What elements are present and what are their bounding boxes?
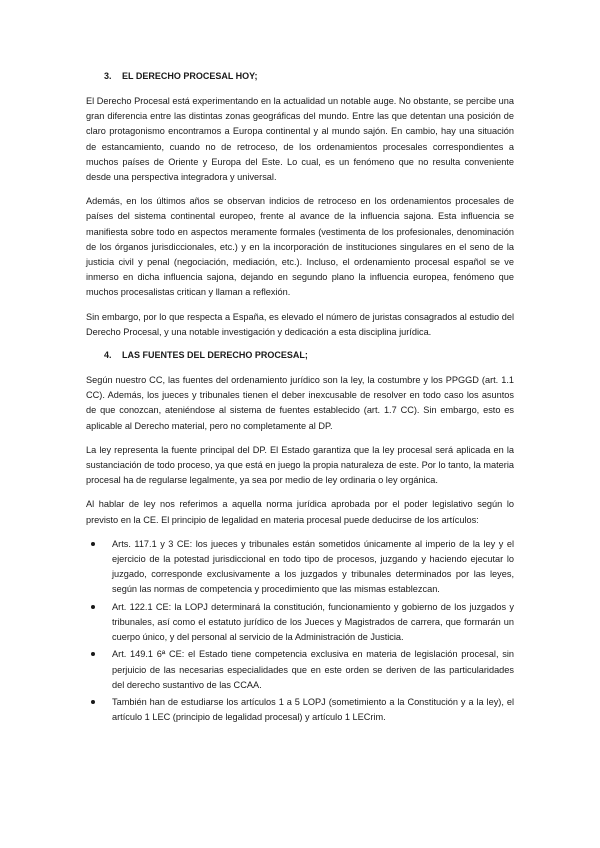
section-4-number: 4.	[104, 350, 112, 361]
list-item-text: Art. 149.1 6ª CE: el Estado tiene competencia exclusiva en materia de legislación procesal, sin perjuicio de las necesarias especialidades que en este orden se deriven de las particularidades del derecho sustantivo de las CCAA.	[112, 649, 514, 690]
section-3-number: 3.	[104, 71, 112, 81]
bullet-icon	[91, 652, 95, 656]
legal-articles-list	[86, 537, 514, 725]
section-4-paragraph: Al hablar de ley nos referimos a aquella norma jurídica aprobada por el poder legislativo según lo previsto en la CE. El principio de legalidad en materia procesal puede deducirse de los artículos:	[86, 499, 514, 525]
section-4-paragraph: La ley representa la fuente principal del DP. El Estado garantiza que la ley procesal será aplicada en la sustanciación de todo proceso, ya que está en juego la propia naturaleza de este. Por lo tanto, la materia procesal ha de regularse legalmente, ya sea por medio de ley ordinaria o ley orgánica.	[86, 444, 515, 486]
list-item	[112, 695, 514, 725]
list-item	[112, 537, 514, 598]
section-3-paragraph: Sin embargo, por lo que respecta a España, es elevado el número de juristas consagrados al estudio del Derecho Procesal, y una notable investigación y dedicación a esta disciplina jurídica.	[86, 311, 514, 337]
list-item-text: Arts. 117.1 y 3 CE: los jueces y tribunales están sometidos únicamente al imperio de la ley y el ejercicio de la potestad jurisdiccional en todo tipo de procesos, juzgando y haciendo ejecutar lo juzgado, corresponde exclusivamente a los juzgados y tribunales determinados por las leyes, según las normas de competencia y procedimiento que las mismas establezcan.	[112, 538, 514, 595]
section-4-heading	[104, 349, 514, 361]
list-item	[112, 600, 514, 646]
list-item	[112, 647, 514, 693]
section-3-title: EL DERECHO PROCESAL HOY;	[122, 71, 258, 81]
section-4-paragraph: Según nuestro CC, las fuentes del ordenamiento jurídico son la ley, la costumbre y los PPGGD (art. 1.1 CC). Además, los jueces y tribunales tienen el deber inexcusable de resolver en todo caso los asuntos de que conozcan, ateniéndose al sistema de fuentes establecido (art. 1.7 CC). Sin embargo, esto es aplicable al Derecho material, pero no completamente al DP.	[86, 375, 514, 431]
section-3-paragraph: Además, en los últimos años se observan indicios de retroceso en los ordenamientos procesales de países del sistema continental europeo, frente al avance de la influencia sajona. Esta influencia se manifiesta sobre todo en aspectos meramente formales (vestimenta de los profesionales, denominación de los órganos jurisdiccionales, etc.) y en la incorporación de instituciones singulares en el seno de la justicia civil y penal (negociación, mediación, etc.). Incluso, el ordenamiento procesal español se ve inmerso en dicha influencia sajona, dejando en segundo plano la influencia europea, fenómeno que muchos procesalistas critican y llaman a reflexión.	[86, 196, 514, 298]
list-item-text: Art. 122.1 CE: la LOPJ determinará la constitución, funcionamiento y gobierno de los juzgados y tribunales, así como el estatuto jurídico de los Jueces y Magistrados de carrera, que formarán un cuerpo único, y del personal al servicio de la Administración de Justicia.	[112, 601, 514, 643]
bullet-icon	[91, 700, 95, 704]
section-3-paragraph: El Derecho Procesal está experimentando en la actualidad un notable auge. No obstante, se percibe una gran diferencia entre las distintas zonas geográficas del mundo. Entre las que detentan una posición de claro protagonismo encontramos a Europa continental y al mundo sajón. En cambio, hay una situación de estancamiento, cuando no de retroceso, de los ordenamientos procesales correspondientes a muchos países de Oriente y Europa del Este. Lo cual, es un fenómeno que no resulta conveniente desde una perspectiva integradora y universal.	[86, 96, 514, 183]
bullet-icon	[91, 605, 95, 609]
bullet-icon	[91, 542, 95, 546]
list-item-text: También han de estudiarse los artículos 1 a 5 LOPJ (sometimiento a la Constitución y a la ley), el artículo 1 LEC (principio de legalidad procesal) y artículo 1 LECrim.	[112, 696, 514, 723]
section-3-heading	[104, 70, 514, 82]
document-body	[86, 70, 514, 727]
section-4-title: LAS FUENTES DEL DERECHO PROCESAL;	[122, 350, 308, 361]
